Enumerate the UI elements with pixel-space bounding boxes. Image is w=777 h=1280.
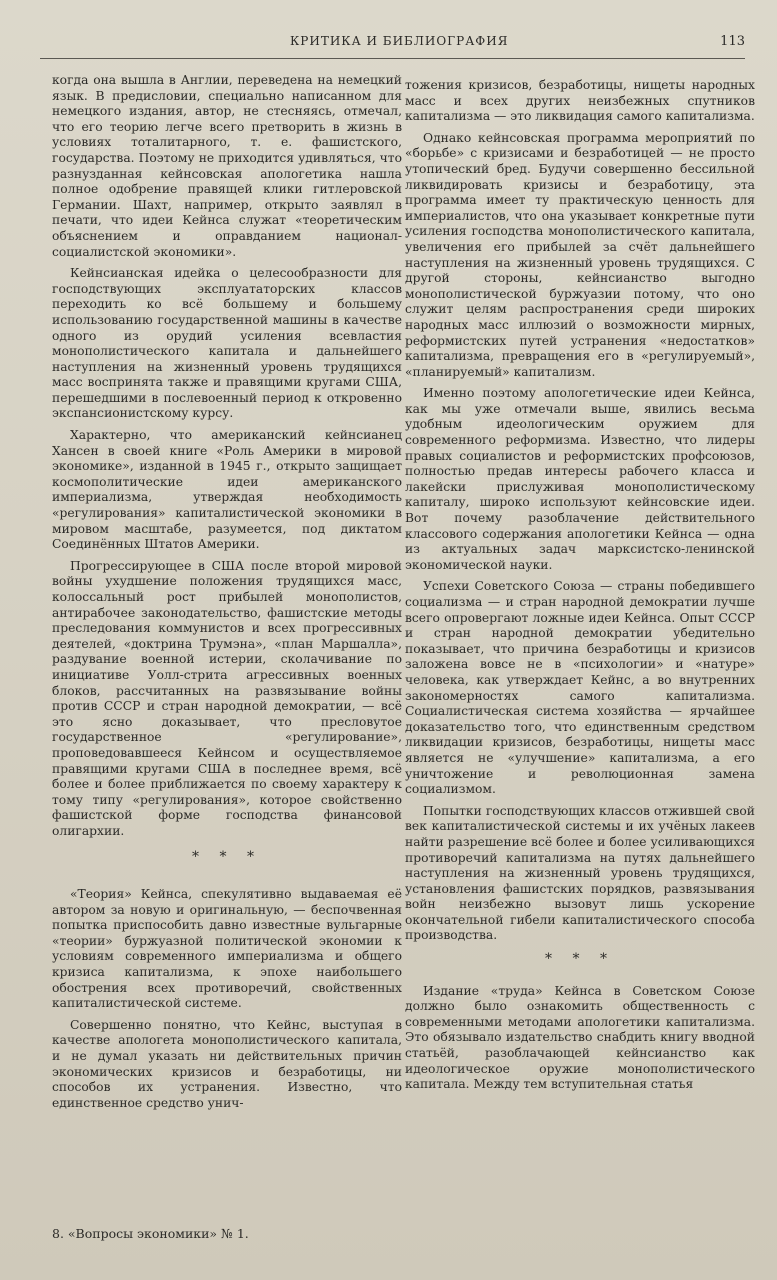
paragraph: Характерно, что американский кейнсианец Хансен в своей книге «Роль Америки в мировой экономике», изданной в 1945 г., открыто защищает космополитические идеи американского империализма, утверждая необходимость «регулирования» капиталистической экономики в мировом масштабе, разумеется, под диктатом Соединённых Штатов Америки.: [52, 428, 402, 552]
running-head: КРИТИКА И БИБЛИОГРАФИЯ: [290, 34, 509, 48]
footnote: 8. «Вопросы экономики» № 1.: [52, 1226, 249, 1241]
paragraph: Попытки господствующих классов отжившей свой век капиталистической системы и их учёных лакеев найти разрешение всё более и более усиливающихся противоречий капитализма на путях дальнейшего наступления на жизненный уровень трудящихся, установления фашистских порядков, развязывания войн неизбежно вызовут лишь ускорение окончательной гибели капиталистического способа производства.: [405, 803, 755, 943]
paragraph: «Теория» Кейнса, спекулятивно выдаваемая её автором за новую и оригинальную, — беспочвенная попытка приспособить давно известные вульгарные «теории» буржуазной политической экономии к условиям современного империализма и общего кризиса капитализма, к эпохе наибольшего обострения всех противоречий, свойственных капиталистической системе.: [52, 887, 402, 1011]
paragraph: Издание «труда» Кейнса в Советском Союзе должно было ознакомить общественность с современными методами апологетики капитализма. Это обязывало издательство снабдить книгу вводной статьёй, разоблачающей кейнсианство как идеологическое оружие монополистического капитала. Между тем вступительная статья: [405, 983, 755, 1092]
page-number: 113: [720, 34, 745, 49]
left-column: [52, 73, 402, 1117]
section-separator: * * *: [192, 848, 262, 865]
paragraph: тожения кризисов, безработицы, нищеты народных масс и всех других неизбежных спутников капитализма — это ликвидация самого капитализма.: [405, 78, 755, 124]
paragraph: Совершенно понятно, что Кейнс, выступая в качестве апологета монополистического капитала, и не думал указать ни действительных причин экономических кризисов и безработицы, ни способов их устранения. Известно, что единственное средство унич-: [52, 1017, 402, 1110]
paragraph: Именно поэтому апологетические идеи Кейнса, как мы уже отмечали выше, явились весьма удобным идеологическим оружием для современного реформизма. Известно, что лидеры правых социалистов и реформистских профсоюзов, полностью предав интересы рабочего класса и лакейски прислуживая монополистическому капиталу, широко используют кейнсовские идеи. Вот почему разоблачение действительного классового содержания апологетики Кейнса — одна из актуальных задач марксистско-ленинской экономической науки.: [405, 386, 755, 572]
section-separator: * * *: [545, 951, 615, 968]
page-header: [40, 32, 745, 59]
paragraph: Прогрессирующее в США после второй мировой войны ухудшение положения трудящихся масс, колоссальный рост прибылей монополистов, антирабочее законодательство, фашистские методы преследования коммунистов и всех прогрессивных деятелей, «доктрина Трумэна», «план Маршалла», раздувание военной истерии, сколачивание по инициативе Уолл-стрита агрессивных военных блоков, рассчитанных на развязывание войны против СССР и стран народной демократии, — всё это ясно доказывает, что пресловутое государственное «регулирование», проповедовавшееся Кейнсом и осуществляемое правящими кругами США в последнее время, всё более и более приближается по своему характеру к тому типу «регулирования», которое свойственно фашистской форме господства финансовой олигархии.: [52, 558, 402, 838]
paragraph: Однако кейнсовская программа мероприятий по «борьбе» с кризисами и безработицей — не просто утопический бред. Будучи совершенно бессильной ликвидировать кризисы и безработицу, эта программа имеет ту практическую ценность для империалистов, что она указывает конкретные пути усиления господства монополистического капитала, увеличения его прибылей за счёт дальнейшего наступления на жизненный уровень трудящихся. С другой стороны, кейнсианство выгодно монополистической буржуазии потому, что оно служит целям распространения среди широких народных масс иллюзий о возможности мирных, реформистских путей устранения «недостатков» капитализма, превращения его в «регулируемый», «планируемый» капитализм.: [405, 130, 755, 379]
paragraph: Успехи Советского Союза — страны победившего социализма — и стран народной демократии лучше всего опровергают ложные идеи Кейнса. Опыт СССР и стран народной демократии убедительно показывает, что причина безработицы и кризисов заложена вовсе не в «психологии» и «натуре» человека, как утверждает Кейнс, а во внутренних закономерностях самого капитализма. Социалистическая система хозяйства — ярчайшее доказательство того, что единственным средством ликвидации кризисов, безработицы, нищеты масс является не «улучшение» капитализма, а его уничтожение и революционная замена социализмом.: [405, 579, 755, 797]
paragraph: Кейнсианская идейка о целесообразности для господствующих эксплуататорских классов переходить ко всё большему и большему использованию государственной машины в качестве одного из орудий усиления всевластия монополистического капитала и дальнейшего наступления на жизненный уровень трудящихся масс воспринята также и правящими кругами США, перешедшими в послевоенный период к откровенно экспансионистскому курсу.: [52, 266, 402, 421]
paragraph: когда она вышла в Англии, переведена на немецкий язык. В предисловии, специально написанном для немецкого издания, автор, не стесняясь, отмечал, что его теорию легче всего претворить в жизнь в условиях тоталитарного, т. е. фашистского, государства. Поэтому не приходится удивляться, что разнузданная кейнсовская апологетика нашла полное одобрение правящей клики гитлеровской Германии. Шахт, например, открыто заявлял в печати, что идеи Кейнса служат «теоретическим объяснением и оправданием национал-социалистской экономики».: [52, 73, 402, 259]
right-column: [405, 78, 755, 1099]
